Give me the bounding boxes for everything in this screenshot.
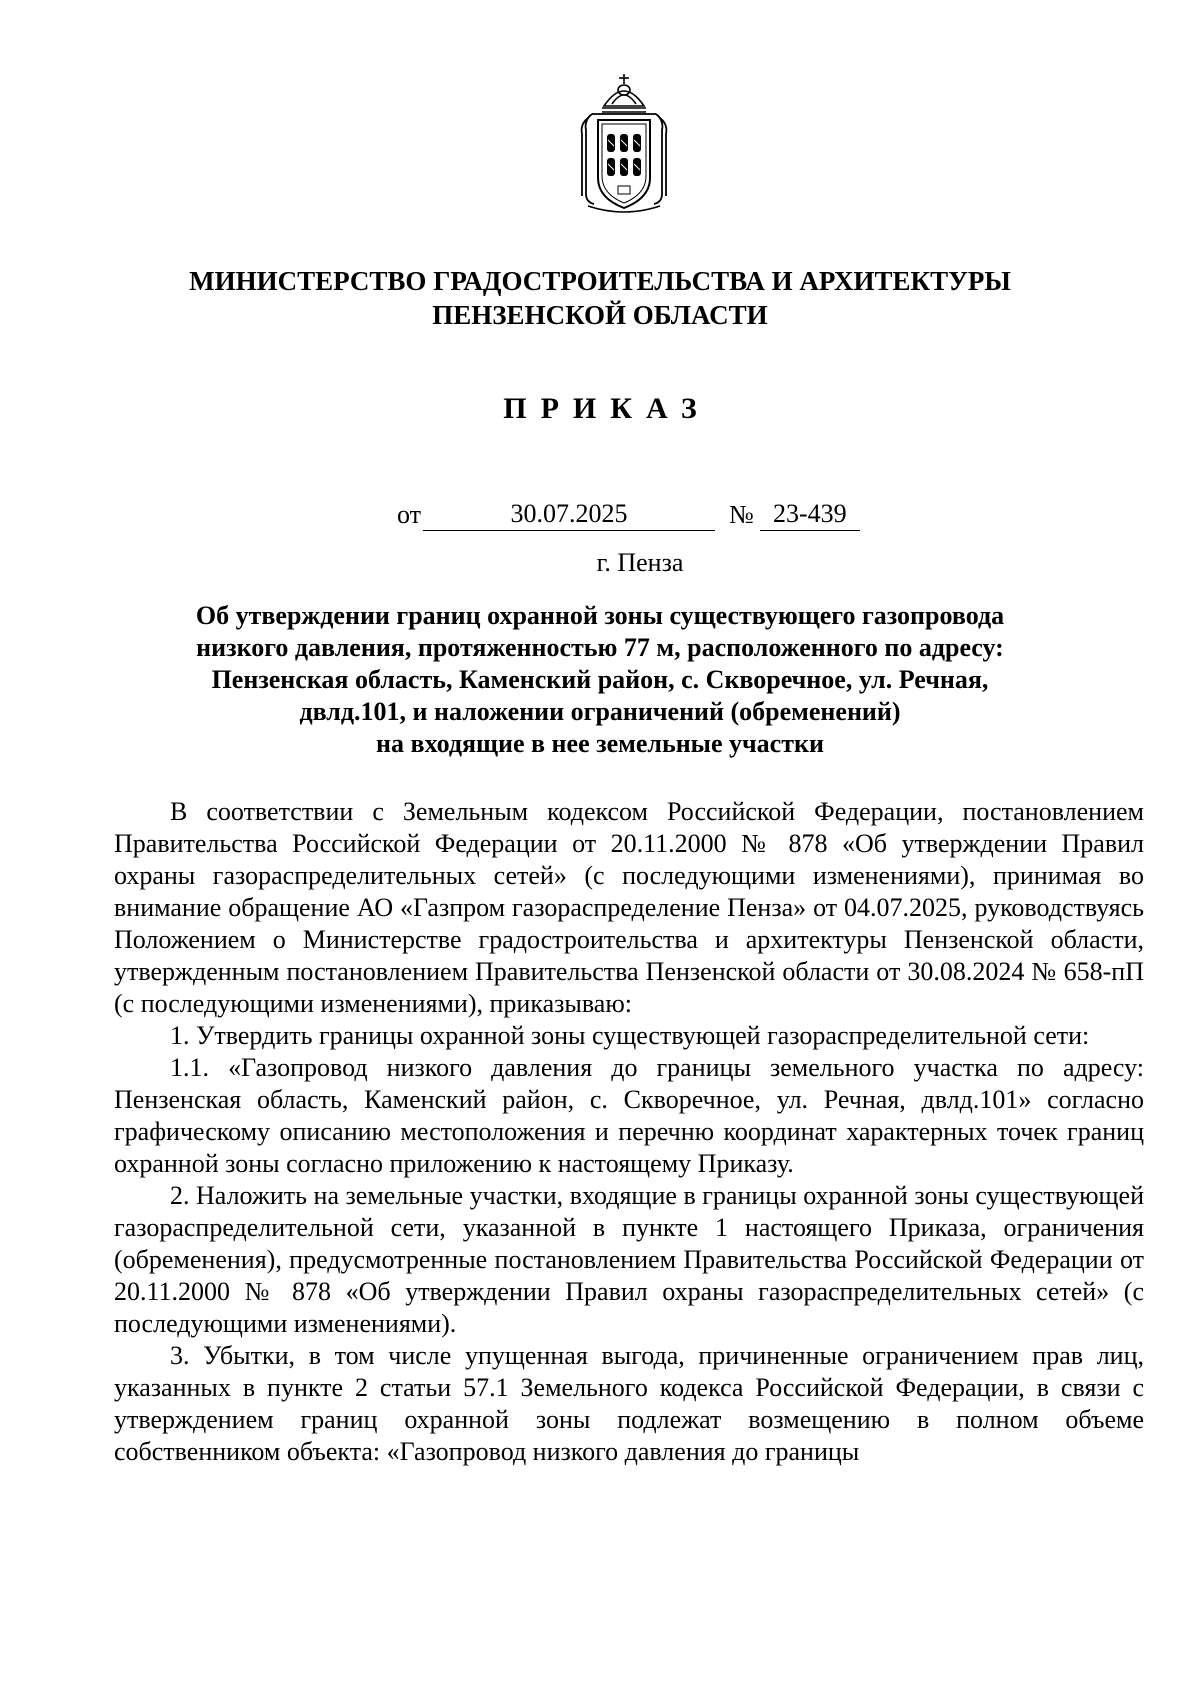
body-paragraph-item-3: 3. Убытки, в том числе упущенная выгода, причиненные ограничением прав лиц, указанных в пункте 2 статьи 57.1 Земельного кодекса Российской Федерации, в связи с утверждением границ охранной зоны подлежат возмещению в полном объеме собственником объекта: «Газопровод низкого давления до границы [114, 1341, 1144, 1466]
ministry-name [0, 264, 1200, 332]
subject-line: Об утверждении границ охранной зоны существующего газопровода [195, 601, 1005, 630]
subject-line: низкого давления, протяженностью 77 м, расположенного по адресу: [196, 633, 1004, 662]
order-date-number-line [397, 498, 860, 532]
ministry-name-line1: МИНИСТЕРСТВО ГРАДОСТРОИТЕЛЬСТВА И АРХИТЕКТУРЫ [189, 266, 1011, 296]
order-number: 23-439 [760, 498, 860, 531]
order-subject [170, 600, 1030, 760]
subject-line: Пензенская область, Каменский район, с. Скворечное, ул. Речная, [211, 665, 989, 694]
coat-of-arms-emblem [574, 68, 674, 218]
ministry-name-line2: ПЕНЗЕНСКОЙ ОБЛАСТИ [432, 300, 768, 330]
body-paragraph-item-1-1: 1.1. «Газопровод низкого давления до границы земельного участка по адресу: Пензенская область, Каменский район, с. Скворечное, ул. Речная, двлд.101» согласно графическому описанию местоположения и перечню координат характерных точек границ охранной зоны согласно приложению к настоящему Приказу. [114, 1053, 1144, 1178]
date-label: от [397, 500, 422, 529]
body-paragraph-preamble: В соответствии с Земельным кодексом Российской Федерации, постановлением Правительства Российской Федерации от 20.11.2000 № 878 «Об утверждении Правил охраны газораспределительных сетей» (с последующими изменениями), принимая во внимание обращение АО «Газпром газораспределение Пенза» от 04.07.2025, руководствуясь Положением о Министерстве градостроительства и архитектуры Пензенской области, утвержденным постановлением Правительства Пензенской области от 30.08.2024 № 658-пП (с последующими изменениями), приказываю: [114, 797, 1144, 1018]
subject-line: двлд.101, и наложении ограничений (обременений) [299, 697, 901, 726]
body-paragraph-item-2: 2. Наложить на земельные участки, входящие в границы охранной зоны существующей газораспределительной сети, указанной в пункте 1 настоящего Приказа, ограничения (обременения), предусмотренные постановлением Правительства Российской Федерации от 20.11.2000 № 878 «Об утверждении Правил охраны газораспределительных сетей» (с последующими изменениями). [114, 1181, 1144, 1338]
order-date: 30.07.2025 [423, 498, 715, 531]
subject-line: на входящие в нее земельные участки [376, 729, 824, 758]
number-label: № [729, 500, 754, 529]
order-body [114, 796, 1144, 1468]
order-city: г. Пенза [596, 548, 684, 577]
order-title: ПРИКАЗ [503, 392, 711, 425]
body-paragraph-item-1: 1. Утвердить границы охранной зоны существующей газораспределительной сети: [170, 1021, 1090, 1050]
